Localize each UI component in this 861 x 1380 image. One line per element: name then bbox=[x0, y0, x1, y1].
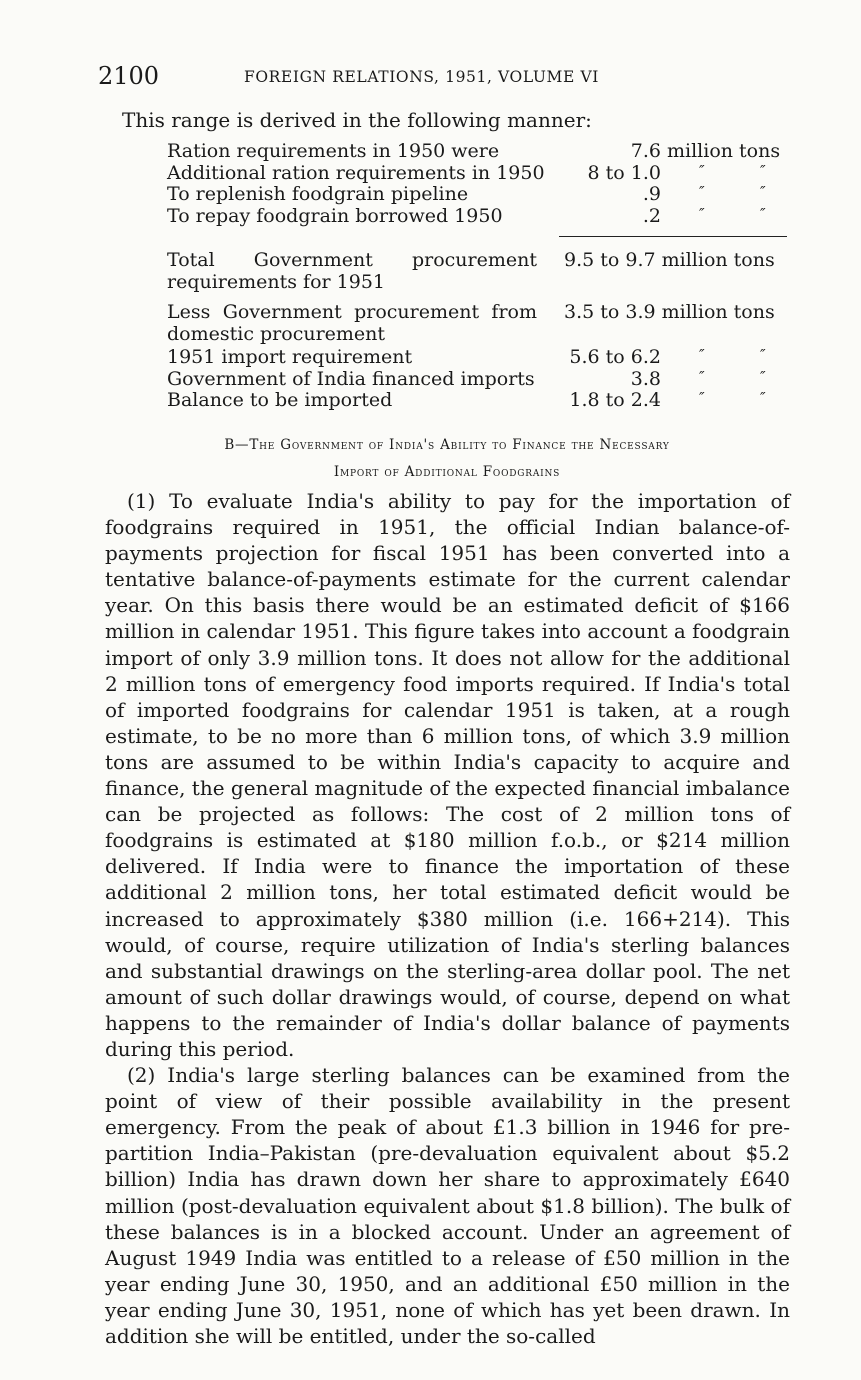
table-row bbox=[167, 389, 789, 411]
ditto-mark: ″ bbox=[699, 367, 705, 386]
table-row bbox=[167, 205, 789, 227]
row-label: Total Government procurement requirements for 1951 bbox=[167, 249, 537, 293]
row-label: Additional ration requirements in 1950 bbox=[167, 161, 545, 184]
page-number: 2100 bbox=[98, 62, 160, 90]
row-label: Government of India financed imports bbox=[167, 367, 535, 390]
paragraph: (1) To evaluate India's ability to pay for the importation of foodgrains required in 1951, the official Indian balance-of-payments projection for fiscal 1951 has been converted into a tentative balance-of-payments estimate for the current calendar year. On this basis there would be an estimated deficit of $166 million in calendar 1951. This figure takes into account a foodgrain import of only 3.9 million tons. It does not allow for the additional 2 million tons of emergency food imports required. If India's total of imported foodgrains for calendar 1951 is taken, at a rough estimate, to be no more than 6 million tons, of which 3.9 million tons are assumed to be within India's capacity to acquire and finance, the general magnitude of the expected financial imbalance can be projected as follows: The cost of 2 million tons of foodgrains is estimated at $180 million f.o.b., or $214 million delivered. If India were to finance the importation of these additional 2 million tons, her total estimated deficit would be increased to approximately $380 million (i.e. 166+214). This would, of course, require utilization of India's sterling balances and substantial drawings on the sterling-area dollar pool. The net amount of such dollar drawings would, of course, depend on what happens to the remainder of India's dollar balance of payments during this period. bbox=[105, 489, 790, 1061]
paragraph: (2) India's large sterling balances can be examined from the point of view of their possible availability in the present emergency. From the peak of about £1.3 billion in 1946 for pre-partition India–Pakistan (pre-devaluation equivalent about $5.2 billion) India has drawn down her share to approximately £640 million (post-devaluation equivalent about $1.8 billion). The bulk of these balances is in a blocked account. Under an agreement of August 1949 India was entitled to a release of £50 million in the year ending June 30, 1950, and an additional £50 million in the year ending June 30, 1951, none of which has yet been drawn. In addition she will be entitled, under the so-called bbox=[105, 1063, 790, 1348]
ditto-mark: ″ bbox=[699, 204, 705, 223]
ditto-mark: ″ bbox=[699, 389, 705, 407]
ditto-mark: ″ bbox=[760, 183, 766, 201]
table-row bbox=[167, 301, 789, 347]
page-header bbox=[98, 62, 788, 92]
import-table bbox=[167, 346, 789, 411]
running-title: FOREIGN RELATIONS, 1951, VOLUME VI bbox=[244, 68, 599, 86]
section-heading-line: B—The Government of India's Ability to Finance the Necessary bbox=[224, 437, 670, 453]
row-amount: 3.8 bbox=[630, 367, 661, 390]
ditto-mark: ″ bbox=[760, 389, 766, 407]
domestic-table bbox=[167, 301, 789, 347]
row-amount: 3.5 to 3.9 million tons bbox=[564, 301, 775, 323]
row-amount: .2 bbox=[642, 204, 661, 227]
table-row bbox=[167, 249, 789, 295]
row-amount: 5.6 to 6.2 bbox=[569, 346, 661, 368]
body-text bbox=[105, 488, 790, 1349]
sum-rule bbox=[559, 236, 787, 237]
ditto-mark: ″ bbox=[760, 161, 766, 180]
row-label: To repay foodgrain borrowed 1950 bbox=[167, 204, 503, 227]
row-amount: 1.8 to 2.4 bbox=[569, 389, 661, 411]
row-amount: .9 bbox=[642, 183, 661, 205]
row-label: Balance to be imported bbox=[167, 389, 393, 411]
row-label: 1951 import requirement bbox=[167, 346, 413, 368]
table-row bbox=[167, 162, 789, 184]
row-amount: 8 to 1.0 bbox=[587, 161, 661, 184]
row-label: To replenish foodgrain pipeline bbox=[167, 183, 469, 205]
section-heading bbox=[105, 432, 789, 486]
table-row bbox=[167, 368, 789, 390]
ditto-mark: ″ bbox=[760, 367, 766, 386]
row-label: Ration requirements in 1950 were bbox=[167, 140, 500, 162]
ditto-mark: ″ bbox=[699, 183, 705, 201]
ditto-mark: ″ bbox=[699, 161, 705, 180]
row-label: Less Government procurement from domestic procurement bbox=[167, 301, 537, 345]
section-heading-line: Import of Additional Foodgrains bbox=[333, 464, 561, 480]
intro-line: This range is derived in the following manner: bbox=[122, 108, 592, 132]
requirements-table bbox=[167, 140, 789, 226]
totals-table bbox=[167, 249, 789, 295]
table-row bbox=[167, 140, 789, 162]
table-row bbox=[167, 183, 789, 205]
row-amount: 9.5 to 9.7 million tons bbox=[564, 249, 775, 271]
ditto-mark: ″ bbox=[760, 204, 766, 223]
table-row bbox=[167, 346, 789, 368]
row-amount: 7.6 bbox=[630, 140, 661, 162]
ditto-mark: ″ bbox=[760, 346, 766, 364]
row-unit: million tons bbox=[667, 140, 781, 162]
ditto-mark: ″ bbox=[699, 346, 705, 364]
